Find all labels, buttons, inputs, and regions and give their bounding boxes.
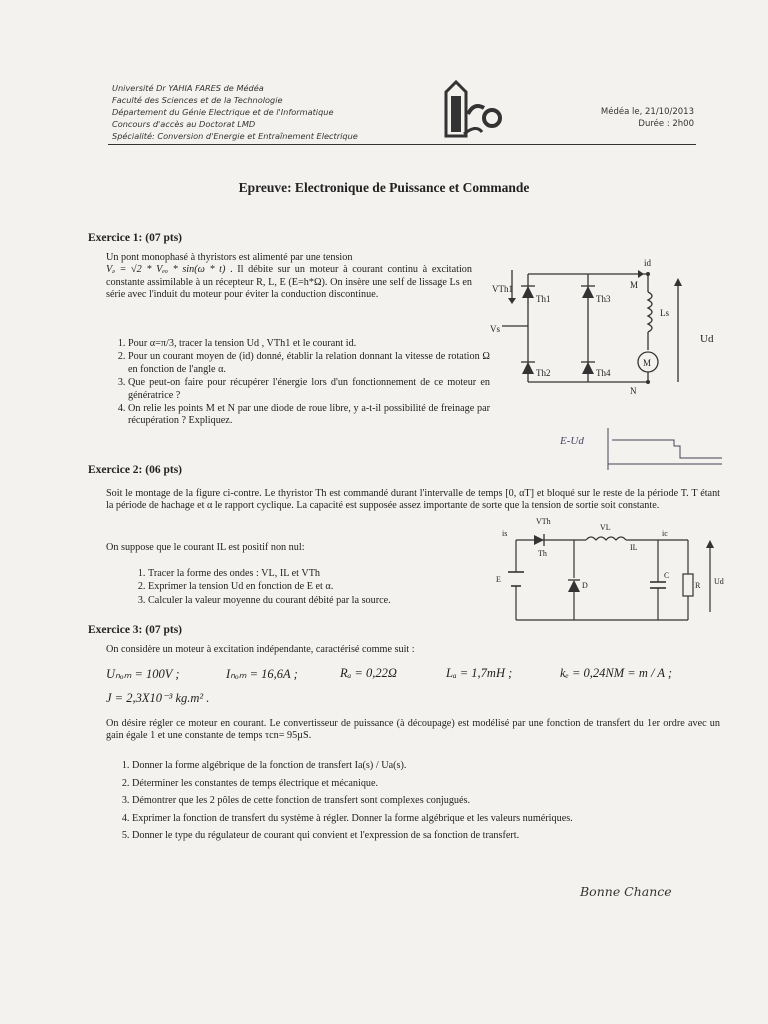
label-m: M [630, 280, 639, 290]
exercise-3-question: 3. Démontrer que les 2 pôles de cette fonction de transfert sont complexes conjugués. [132, 793, 740, 810]
label-il: IL [630, 543, 638, 552]
exercise-1-question: 2. Pour un courant moyen de (id) donné, établir la relation donnant la vitesse de rotation Ω en fonction de l'angle α. [128, 351, 490, 376]
param-k-e: kₑ = 0,24NM = m / A ; [560, 666, 673, 680]
param-r-a: Rₐ = 0,22Ω [340, 666, 397, 680]
label-ls: Ls [660, 308, 669, 318]
exercise-2-assumption: On suppose que le courant IL est positif non nul: [106, 542, 305, 553]
thyristor-bridge-diagram [488, 252, 728, 402]
exercise-1-intro-a: Un pont monophasé à thyristors est alimenté par une tension [106, 252, 353, 263]
exercise-2-intro: Soit le montage de la figure ci-contre. Le thyristor Th est commandé durant l'intervalle de temps [0, αT] et bloqué sur le reste de la période T. T étant la période de hachage et α le rapport cyclique. La capacité est supposée assez importante de sorte que la tension de sortie soit constante. [106, 488, 720, 512]
param-i-nom: Iₙₒₘ = 16,6A ; [226, 667, 298, 681]
label-vth1: VTh1 [492, 284, 513, 294]
label-id: id [644, 258, 652, 268]
exercise-1-question: 3. Que peut-on faire pour récupérer l'énergie lors d'un fonctionnement de ce moteur en génératrice ? [128, 377, 490, 402]
exercise-1-question: 1. Pour α=π/3, tracer la tension Ud , VTh1 et le courant id. [128, 338, 490, 350]
exercise-3-question: 4. Exprimer la fonction de transfert du système à régler. Donner la forme algébrique et les valeurs numériques. [132, 811, 740, 828]
param-inertia: J = 2,3X10⁻³ kg.m² . [106, 691, 210, 705]
exercise-2-question: 3. Calculer la valeur moyenne du courant débité par la source. [148, 595, 498, 607]
header-line: Spécialité: Conversion d'Energie et Entraînement Electrique [112, 131, 358, 141]
handwritten-waveform-sketch [556, 422, 726, 478]
label-vl: VL [600, 523, 611, 532]
chopper-circuit-diagram [492, 516, 722, 628]
label-vs: Vs [490, 324, 501, 334]
label-ud-ex2: Ud [714, 577, 724, 586]
label-ic: ic [662, 529, 668, 538]
exercise-1-heading: Exercice 1: (07 pts) [88, 232, 182, 244]
exercise-1-intro-b: . Il débite sur un moteur à courant continu à excitation constante assimilable à un récepteur R, L, E (E=h*Ω). On insère une self de lissage Ls en série avec l'induit du moteur pour éviter la conduction discontinue. [106, 264, 472, 301]
label-d: D [582, 581, 588, 590]
param-l-a: Lₐ = 1,7mH ; [446, 666, 513, 680]
header-line: Concours d'accès au Doctorat LMD [112, 119, 256, 129]
exercise-3-question: 2. Déterminer les constantes de temps électrique et mécanique. [132, 776, 740, 793]
university-logo-icon [440, 80, 506, 142]
exercise-1-source-equation: Vₔ = √2 * Vₑₒ * sin(ω * t) [106, 264, 226, 276]
exercise-3-heading: Exercice 3: (07 pts) [88, 624, 182, 636]
label-th: Th [538, 549, 547, 558]
label-vth: VTh [536, 517, 551, 526]
exercise-2-question: 2. Exprimer la tension Ud en fonction de E et α. [148, 581, 498, 593]
header-line: Faculté des Sciences et de la Technologie [112, 95, 283, 105]
exam-date: Médéa le, 21/10/2013 [600, 107, 694, 117]
exercise-3-questions [112, 758, 740, 846]
exercise-2-questions [128, 568, 498, 608]
exercise-2-heading: Exercice 2: (06 pts) [88, 464, 182, 476]
exercise-3-intro: On considère un moteur à excitation indépendante, caractérisé comme suit : [106, 644, 415, 655]
closing-remark: Bonne Chance [580, 884, 672, 899]
exam-date-block [601, 106, 694, 130]
label-c: C [664, 571, 670, 580]
exercise-1-questions [108, 338, 490, 429]
exercise-2-question: 1. Tracer la forme des ondes : VL, IL et VTh [148, 568, 498, 580]
label-ud: Ud [700, 333, 714, 345]
label-th4: Th4 [596, 368, 611, 378]
header-line: Département du Génie Electrique et de l'Informatique [112, 107, 334, 117]
param-u-nom: Uₙₒₘ = 100V ; [106, 667, 180, 681]
handwritten-note: E-Ud [560, 435, 584, 447]
exercise-1-intro [106, 252, 472, 302]
exercise-1-question: 4. On relie les points M et N par une diode de roue libre, y a-t-il possibilité de freinage par récupération ? Expliquez. [128, 403, 490, 428]
label-th3: Th3 [596, 294, 611, 304]
label-motor: M [643, 358, 652, 368]
label-n: N [630, 386, 637, 396]
label-th1: Th1 [536, 294, 551, 304]
exam-title: Epreuve: Electronique de Puissance et Commande [238, 180, 530, 195]
label-th2: Th2 [536, 368, 551, 378]
label-e: E [496, 575, 501, 584]
label-r: R [695, 581, 701, 590]
exam-duration: Durée : 2h00 [638, 119, 694, 129]
exercise-3-question: 5. Donner le type du régulateur de courant qui convient et l'expression de sa fonction de transfert. [132, 828, 740, 845]
exercise-3-description: On désire régler ce moteur en courant. Le convertisseur de puissance (à découpage) est modélisé par une fonction de transfert du 1er ordre avec un gain égale 1 et une constante de temps τcn= 95µS. [106, 718, 720, 742]
header-line: Université Dr YAHIA FARES de Médéa [112, 83, 264, 93]
header-divider [108, 144, 696, 145]
institution-header [112, 82, 358, 142]
exercise-3-question: 1. Donner la forme algébrique de la fonction de transfert Ia(s) / Ua(s). [132, 758, 740, 775]
label-is: is [502, 529, 508, 538]
